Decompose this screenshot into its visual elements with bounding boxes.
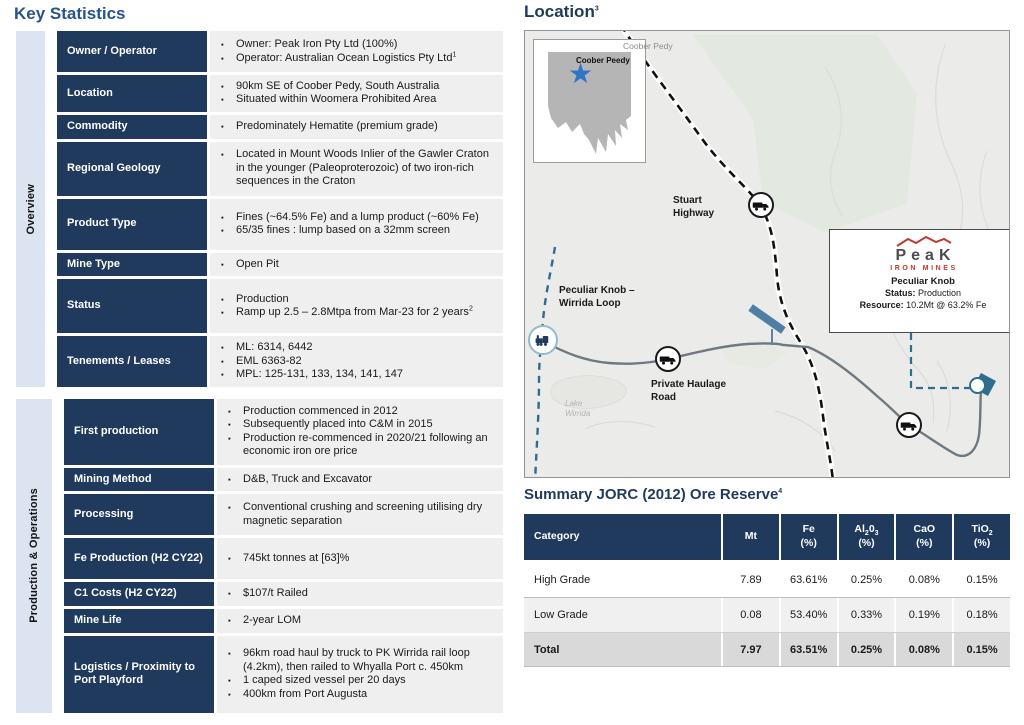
inset-city-label: Coober Peedy	[576, 56, 630, 65]
brand-logo-text: PeaK	[895, 247, 956, 264]
bullet-icon: ▪	[228, 474, 231, 484]
bullet-item: ▪ 90km SE of Coober Pedy, South Australia	[218, 80, 495, 93]
table-row	[57, 142, 503, 196]
row-label: Mining Method	[64, 468, 214, 492]
row-label: C1 Costs (H2 CY22)	[64, 582, 214, 606]
private-haulage-road-label: Private Haulage Road	[651, 379, 727, 403]
bullet-icon: ▪	[221, 343, 224, 353]
bullet-item: ▪ 2-year LOM	[225, 614, 495, 627]
jorc-cell: 0.08%	[894, 633, 952, 666]
bullet-item: ▪ 65/35 fines : lump based on a 32mm screen	[218, 224, 495, 237]
bullet-item: ▪ 745kt tonnes at [63]%	[225, 552, 495, 565]
row-label: Mine Life	[64, 609, 214, 633]
bullet-item: ▪ Located in Mount Woods Inlier of the Gawler Craton in the younger (Paleoproterozoic) of two iron-rich sequences in the Craton	[218, 148, 495, 188]
bullet-icon: ▪	[221, 294, 224, 304]
bullet-item: ▪ Production	[218, 293, 495, 306]
row-content	[210, 115, 503, 139]
bullet-item: ▪ Subsequently placed into C&M in 2015	[225, 418, 495, 431]
row-content	[217, 494, 503, 535]
card-resource: Resource: 10.2Mt @ 63.2% Fe	[859, 299, 987, 310]
jorc-header-tio2: TiO$_2$ (%)	[952, 514, 1010, 560]
train-icon	[528, 325, 558, 355]
row-content	[217, 636, 503, 713]
bullet-icon: ▪	[221, 212, 224, 222]
wirrida-loop-label: Peculiar Knob – Wirrida Loop	[559, 285, 635, 309]
table-row	[57, 115, 503, 139]
section-production-operations	[16, 399, 503, 713]
row-label: Commodity	[57, 115, 207, 139]
jorc-cell: High Grade	[534, 573, 591, 586]
jorc-header-category: Category	[524, 514, 721, 560]
section-sidebar-overview	[16, 31, 45, 387]
bullet-icon: ▪	[221, 259, 224, 269]
row-content	[217, 609, 503, 633]
table-row	[64, 399, 503, 465]
table-row	[57, 31, 503, 72]
bullet-item: ▪ Predominately Hematite (premium grade)	[218, 120, 495, 133]
state-inset-map	[533, 39, 646, 163]
section-overview	[16, 31, 503, 387]
bullet-item: ▪ 400km from Port Augusta	[225, 688, 495, 701]
row-content	[210, 199, 503, 250]
row-label: Regional Geology	[57, 142, 207, 196]
row-label: Processing	[64, 494, 214, 535]
leader-line	[911, 333, 971, 388]
row-content	[217, 582, 503, 606]
bullet-icon: ▪	[221, 356, 224, 366]
bullet-item: ▪ ML: 6314, 6442	[218, 341, 495, 354]
bullet-icon: ▪	[221, 82, 224, 91]
section-label: Overview	[24, 183, 37, 235]
truck-icon	[748, 192, 774, 218]
truck-icon	[655, 346, 681, 372]
bullet-item: ▪ Operator: Australian Ocean Logistics Pty Ltd$^1$	[218, 52, 495, 65]
row-content	[210, 75, 503, 112]
bullet-item: ▪ Ramp up 2.5 – 2.8Mtpa from Mar-23 for 2 years$^2$	[218, 306, 495, 319]
bullet-item: ▪ 1 caped sized vessel per 20 days	[225, 674, 495, 687]
mine-site-dot	[969, 377, 986, 394]
star-icon: ★	[568, 58, 594, 89]
peak-iron-mines-card	[829, 229, 1010, 333]
row-content	[210, 336, 503, 386]
key-statistics-table	[16, 31, 503, 725]
bullet-icon: ▪	[228, 689, 231, 699]
jorc-row-total	[524, 632, 1010, 667]
bullet-item: ▪ Situated within Woomera Prohibited Area	[218, 93, 495, 106]
bullet-icon: ▪	[228, 554, 231, 564]
bullet-item: ▪ Open Pit	[218, 258, 495, 271]
mine-site-marker	[969, 375, 995, 401]
jorc-cell: 0.08%	[894, 562, 952, 597]
jorc-title: Summary JORC (2012) Ore Reserve$^4$	[524, 486, 783, 503]
brand-logo-subtext: IRON MINES	[890, 264, 958, 272]
row-content	[217, 399, 503, 465]
jorc-cell: 0.19%	[894, 598, 952, 632]
airstrip-icon	[748, 304, 785, 345]
jorc-header-mt: Mt	[721, 514, 779, 560]
row-label: Mine Type	[57, 253, 207, 277]
bullet-icon: ▪	[228, 616, 231, 626]
jorc-cell: 0.08	[721, 598, 779, 632]
row-label: Fe Production (H2 CY22)	[64, 538, 214, 579]
bullet-icon: ▪	[228, 420, 231, 430]
jorc-cell: 53.40%	[779, 598, 837, 632]
section-label: Production & Operations	[28, 488, 40, 624]
table-row	[64, 494, 503, 535]
row-label: Product Type	[57, 199, 207, 250]
jorc-cell: 0.15%	[952, 562, 1010, 597]
jorc-cell: Low Grade	[534, 609, 588, 621]
bullet-icon: ▪	[221, 121, 224, 131]
bullet-item: ▪ EML 6363-82	[218, 355, 495, 368]
table-row	[64, 468, 503, 492]
bullet-icon: ▪	[228, 406, 231, 416]
bullet-icon: ▪	[228, 649, 231, 659]
railway-line	[535, 247, 555, 478]
table-row	[64, 582, 503, 606]
map-green-area	[693, 35, 917, 233]
lake-wirrida-label: Lake Wirrida	[565, 399, 591, 418]
row-label: Tenements / Leases	[57, 336, 207, 386]
jorc-table	[524, 514, 1010, 667]
card-status: Status: Production	[884, 287, 962, 298]
row-content	[210, 31, 503, 72]
bullet-icon: ▪	[221, 40, 224, 50]
bullet-icon: ▪	[221, 308, 224, 318]
bullet-icon: ▪	[221, 150, 224, 160]
truck-icon	[896, 412, 922, 438]
bullet-icon: ▪	[221, 53, 224, 63]
row-label: Status	[57, 279, 207, 333]
table-row	[57, 336, 503, 386]
row-content	[210, 142, 503, 196]
bullet-icon: ▪	[228, 676, 231, 686]
jorc-cell: 7.89	[721, 562, 779, 597]
jorc-header-fe: Fe (%)	[779, 514, 837, 560]
row-content	[217, 468, 503, 492]
row-content	[217, 538, 503, 579]
jorc-cell: 63.51%	[779, 633, 837, 666]
card-site-name: Peculiar Knob	[891, 275, 955, 287]
jorc-header-cao: CaO (%)	[894, 514, 952, 560]
bullet-icon: ▪	[228, 433, 231, 443]
key-statistics-title: Key Statistics	[14, 4, 126, 23]
bullet-item: ▪ Fines (~64.5% Fe) and a lump product (~60% Fe)	[218, 211, 495, 224]
table-row	[57, 75, 503, 112]
bullet-item: ▪ D&B, Truck and Excavator	[225, 473, 495, 486]
bullet-item: ▪ Owner: Peak Iron Pty Ltd (100%)	[218, 38, 495, 51]
coober-pedy-label: Coober Pedy	[623, 41, 673, 51]
jorc-cell: 0.25%	[837, 633, 895, 666]
table-row	[64, 538, 503, 579]
bullet-item: ▪ $107/t Railed	[225, 587, 495, 600]
jorc-cell: 63.61%	[779, 562, 837, 597]
table-row	[57, 199, 503, 250]
bullet-item: ▪ 96km road haul by truck to PK Wirrida rail loop (4.2km), then railed to Whyalla Port c. 450km	[225, 647, 495, 674]
row-content	[210, 279, 503, 333]
table-row	[57, 253, 503, 277]
stuart-highway-label: Stuart Highway	[673, 195, 715, 219]
jorc-cell: 0.15%	[952, 633, 1010, 666]
row-label: Location	[57, 75, 207, 112]
overview-rows	[57, 31, 503, 387]
jorc-row-high-grade	[524, 562, 1010, 597]
jorc-cell: 0.25%	[837, 562, 895, 597]
location-title: Location$^3$	[524, 2, 599, 21]
table-row	[64, 609, 503, 633]
bullet-item: ▪ Production re-commenced in 2020/21 following an economic iron ore price	[225, 432, 495, 459]
table-row	[57, 279, 503, 333]
jorc-cell: 0.33%	[837, 598, 895, 632]
row-label: Logistics / Proximity to Port Playford	[64, 636, 214, 713]
jorc-cell: Total	[534, 643, 560, 656]
row-label: Owner / Operator	[57, 31, 207, 72]
row-label: First production	[64, 399, 214, 465]
table-row	[64, 636, 503, 713]
production-rows	[64, 399, 503, 713]
jorc-row-low-grade	[524, 597, 1010, 632]
bullet-icon: ▪	[221, 226, 224, 236]
bullet-icon: ▪	[228, 589, 231, 599]
jorc-header-al2o3: $Al_20_3$ (%)	[837, 514, 895, 560]
section-sidebar-production	[16, 399, 52, 713]
bullet-item: ▪ Production commenced in 2012	[225, 405, 495, 418]
bullet-item: ▪ Conventional crushing and screening utilising dry magnetic separation	[225, 501, 495, 528]
bullet-item: ▪ MPL: 125-131, 133, 134, 141, 147	[218, 368, 495, 381]
row-content	[210, 253, 503, 277]
jorc-cell: 7.97	[721, 633, 779, 666]
bullet-icon: ▪	[228, 503, 231, 513]
jorc-cell: 0.18%	[952, 598, 1010, 632]
bullet-icon: ▪	[221, 95, 224, 105]
bullet-icon: ▪	[221, 370, 224, 380]
jorc-header-row	[524, 514, 1010, 560]
location-map	[524, 30, 1010, 478]
